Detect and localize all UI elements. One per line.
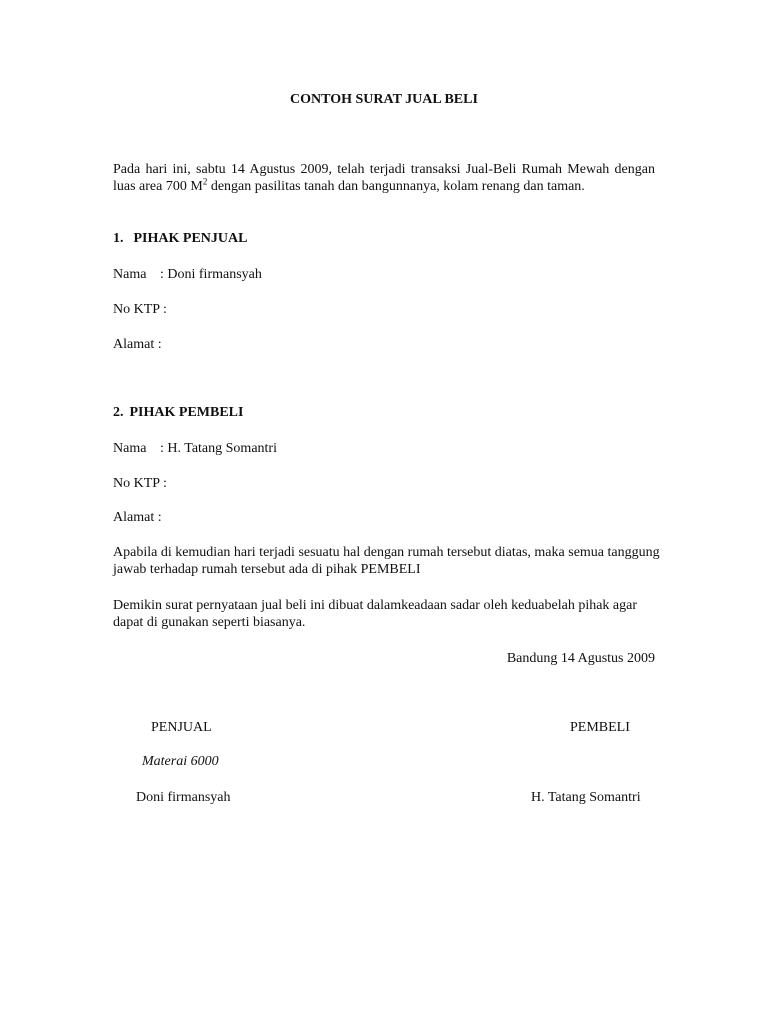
intro-text-start: Pada hari ini, sabtu 14 Agustus 2009, telah terjadi transaksi Jual-Beli Rumah Mewah dengan luas area 700 M [113, 162, 655, 194]
seller-signature-name: Doni firmansyah [136, 790, 231, 805]
buyer-name-label: Nama [113, 441, 147, 456]
clause-closing: Demikin surat pernyataan jual beli ini dibuat dalamkeadaan sadar oleh keduabelah pihak agar dapat di gunakan seperti biasanya. [113, 598, 638, 630]
seller-name-row [113, 266, 262, 283]
intro-text-end: dengan pasilitas tanah dan bangunnanya, kolam renang dan taman. [207, 179, 585, 194]
buyer-name-row [113, 440, 277, 457]
place-date: Bandung 14 Agustus 2009 [506, 651, 655, 666]
stamp-duty-note: Materai 6000 [142, 754, 219, 769]
buyer-heading [113, 404, 243, 421]
seller-heading-number: 1. [113, 231, 124, 246]
seller-role-label: PENJUAL [151, 720, 212, 735]
document-title: CONTOH SURAT JUAL BELI [290, 92, 478, 107]
seller-heading [113, 230, 247, 247]
seller-address-label: Alamat : [113, 337, 162, 352]
seller-heading-label: PIHAK PENJUAL [133, 231, 248, 246]
buyer-heading-label: PIHAK PEMBELI [129, 405, 244, 420]
intro-superscript: 2 [202, 176, 208, 187]
buyer-address-label: Alamat : [113, 510, 162, 525]
intro-paragraph [113, 161, 655, 195]
buyer-role-label: PEMBELI [570, 720, 630, 735]
seller-ktp-label: No KTP : [113, 302, 167, 317]
buyer-name-value: : H. Tatang Somantri [160, 441, 277, 456]
buyer-ktp-label: No KTP : [113, 476, 167, 491]
clause-responsibility: Apabila di kemudian hari terjadi sesuatu hal dengan rumah tersebut diatas, maka semua tanggung jawab terhadap rumah tersebut ada di pihak PEMBELI [113, 545, 660, 577]
buyer-heading-number: 2. [113, 405, 124, 420]
buyer-signature-name: H. Tatang Somantri [531, 790, 641, 805]
seller-name-value: : Doni firmansyah [160, 267, 262, 282]
seller-name-label: Nama [113, 267, 147, 282]
